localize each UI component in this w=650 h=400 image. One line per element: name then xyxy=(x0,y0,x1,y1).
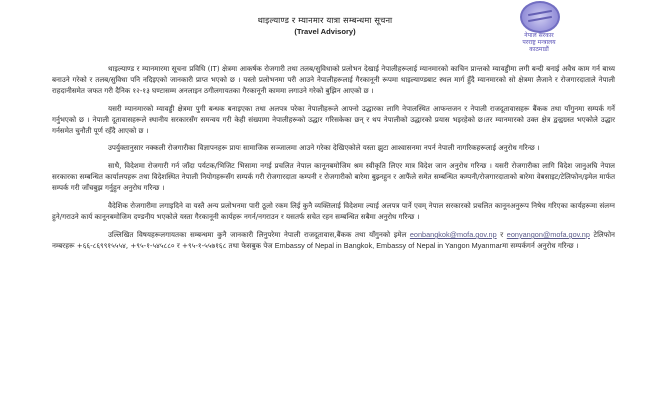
contact-conjunction: र xyxy=(500,230,504,239)
document-subtitle: (Travel Advisory) xyxy=(294,27,356,36)
contact-intro: उल्लिखित विषयहरूलगायतका सम्बन्धमा कुनै जानकारी लिनुपरेमा नेपाली राजदूतावास,बैंकक तथा याँगुनको इमेल xyxy=(108,230,407,239)
document-header xyxy=(0,0,650,60)
contact-closing: मा सम्पर्कगर्न अनुरोध गरिन्छ । xyxy=(502,241,579,250)
seal-text-line3: काठमाडौं xyxy=(529,46,549,53)
email-link-yangon[interactable]: eonyangon@mofa.gov.np xyxy=(506,230,590,239)
government-seal-icon xyxy=(510,1,568,57)
seal-text-line1: नेपाल सरकार xyxy=(524,32,554,39)
document-title: थाइल्याण्ड र म्यानमार यात्रा सम्बन्धमा सूचना xyxy=(257,15,393,25)
facebook-label: तथा फेसबुक पेज xyxy=(228,241,273,250)
facebook-pages: Embassy of Nepal in Bangkok, Embassy of Nepal in Yangon Myanmar xyxy=(274,241,503,250)
email-link-bangkok[interactable]: eonbangkok@mofa.gov.np xyxy=(409,230,497,239)
paragraph-legal-warning: वैदेशिक रोजगारीमा लगाइदिने वा यस्तै अन्य प्रलोभनमा पारी ठूलो रकम लिई कुनै व्यक्तिलाई विदेशमा ल्याई अलपत्र पार्ने एवम् नेपाल सरकारको प्रचलित कानूनअनुरूप निषेध गरिएका कार्यहरूमा संलग्न हुने/गराउने कार्य कानूनबमोजिम दण्डनीय भएकोले यस्ता गैरकानूनी कार्यहरू नगर्न/नगराउन र यसतर्फ सचेत रहन सम्बन्धित सबैमा अनुरोध गरिन्छ । xyxy=(52,201,615,221)
paragraph-it-job-lure: थाइल्याण्ड र म्यानमारमा सूचना प्रविधि (IT) क्षेत्रमा आकर्षक रोजगारी तथा तलब/सुविधाको प्रलोभन देखाई नेपालीहरूलाई म्यानमारको काचिन प्रान्तको म्यावड्डीमा लगी बन्दी बनाई अवैध काम गर्न बाध्य बनाउने गरेको र तलब/सुविधा पनि नदिइएको जानकारी प्राप्त भएको छ । यस्तो प्रलोभनमा परी आउने नेपालीहरूलाई गैरकानूनी रूपमा थाइल्याण्डबाट स्थल मार्ग हुँदै म्यानमारको सो क्षेत्रमा लैजाने र रोजगारदाताले नेपाली राहदानीसमेत जफत गरी दैनिक १२-१३ घण्टासम्म अनलाइन ठगीलगायतका गैरकानूनी काममा लगाउने गरेको बुझिन आएको छ । xyxy=(52,64,615,95)
paragraph-rescue-efforts: यसरी म्यानमारको म्यावड्डी क्षेत्रमा पुगी बन्धक बनाइएका तथा अलपत्र परेका नेपालीहरूले आफ्नो उद्धारका लागि नेपालस्थित आफन्तजन र नेपाली राजदूतावासहरू बैंकक तथा याँगुनमा सम्पर्क गर्ने गर्नुभएको छ । नेपाली दूतावासहरूले स्थानीय सरकारसँग समन्वय गरी केही संख्यामा नेपालीहरूको उद्धार गरिसकेका छन् र थप नेपालीको उद्धारको प्रयास भइरहेको छ।तर म्यानमारको उक्त क्षेत्र द्वन्द्वग्रस्त भएकोले उद्धार गर्नसमेत चुनौती पूर्ण रहँदै आएको छ । xyxy=(52,104,615,135)
phone-numbers: +६६-८६९९१५५५४, +९५-१-५४५८८० र +९५-१-५५७१६८ xyxy=(76,241,227,250)
seal-text-line2: परराष्ट्र मन्त्रालय xyxy=(522,39,556,46)
document-body xyxy=(52,63,615,258)
paragraph-contact-info xyxy=(52,229,615,251)
paragraph-fake-ads-warning: उपर्युक्तानुसार नक्कली रोजगारीका विज्ञापनहरू प्रायः सामाजिक सञ्जालमा आउने गरेका देखिएकोले यस्ता झुटा आश्वासनमा नपर्न नेपाली नागरिकहरूलाई अनुरोध गरिन्छ । xyxy=(108,143,540,152)
phones-label: टेलिफोन नम्बरहरू xyxy=(52,230,615,250)
seal-emblem xyxy=(520,1,560,33)
paragraph-labour-permit-advice: साथै, विदेशमा रोजगारी गर्न जाँदा पर्यटक/भिजिट भिसामा नगई प्रचलित नेपाल कानूनबमोजिम श्रम स्वीकृति लिएर मात्र विदेश जान अनुरोध गरिन्छ । यसरी रोजगारीका लागि विदेश जानुअघि नेपाल सरकारका सम्बन्धित कार्यालयहरू तथा विदेशस्थित नेपाली नियोगहरूसँग सम्पर्क गरी रोजगारदाता कम्पनी र रोजगारीको बारेमा बुझ्नहुन र आफैंले समेत सम्बन्धित कम्पनी/रोजगारदाताको बारेमा वेबसाइट/टेलिफोन/इमेल मार्फत सम्पर्क गरी जाँचबुझ गर्नुहुन अनुरोध गरिन्छ । xyxy=(52,161,615,192)
